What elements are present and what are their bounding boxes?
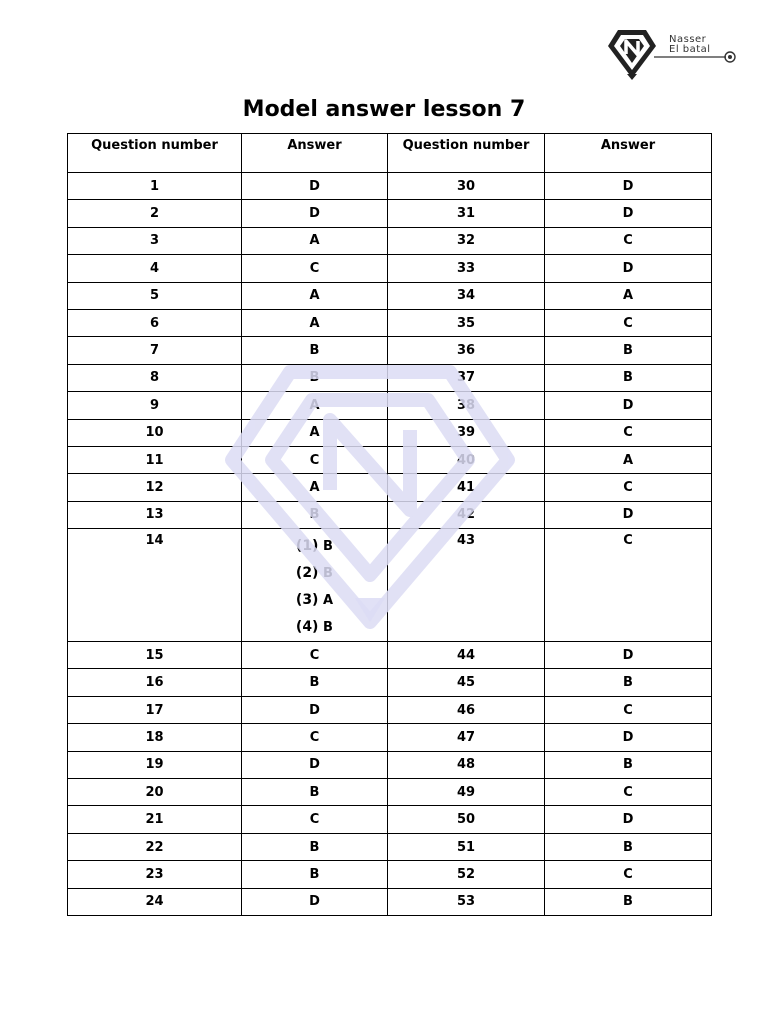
answer-cell: A <box>242 419 388 446</box>
question-number-cell: 12 <box>68 474 242 501</box>
question-number-cell: 52 <box>388 861 545 888</box>
answer-cell: B <box>545 888 712 915</box>
answer-cell: A <box>242 309 388 336</box>
question-number-cell: 44 <box>388 642 545 669</box>
answer-cell: C <box>242 724 388 751</box>
question-number-cell: 42 <box>388 501 545 528</box>
question-number-cell: 36 <box>388 337 545 364</box>
question-number-cell: 2 <box>68 200 242 227</box>
table-row <box>68 227 712 254</box>
table-row <box>68 173 712 200</box>
answer-cell: B <box>545 751 712 778</box>
answer-cell: D <box>242 751 388 778</box>
table-row <box>68 861 712 888</box>
answer-cell: C <box>545 419 712 446</box>
question-number-cell: 43 <box>388 529 545 642</box>
question-number-cell: 11 <box>68 446 242 473</box>
watermark-logo-icon <box>220 360 520 640</box>
table-row <box>68 669 712 696</box>
brand-name <box>669 35 711 55</box>
question-number-cell: 23 <box>68 861 242 888</box>
question-number-cell: 47 <box>388 724 545 751</box>
question-number-cell: 35 <box>388 309 545 336</box>
answer-cell: D <box>242 173 388 200</box>
answer-cell: C <box>242 446 388 473</box>
answer-cell: D <box>545 173 712 200</box>
table-row <box>68 806 712 833</box>
question-number-cell: 10 <box>68 419 242 446</box>
table-row <box>68 779 712 806</box>
header-question-number: Question number <box>68 134 242 173</box>
answer-cell: B <box>545 337 712 364</box>
question-number-cell: 22 <box>68 833 242 860</box>
question-number-cell: 20 <box>68 779 242 806</box>
brand-name-line2: El batal <box>669 44 711 55</box>
answer-cell: C <box>545 529 712 642</box>
question-number-cell: 14 <box>68 529 242 642</box>
answer-cell: C <box>545 227 712 254</box>
answer-cell: D <box>545 392 712 419</box>
question-number-cell: 39 <box>388 419 545 446</box>
answer-cell: D <box>545 724 712 751</box>
question-number-cell: 21 <box>68 806 242 833</box>
question-number-cell: 18 <box>68 724 242 751</box>
answer-cell: D <box>545 501 712 528</box>
answer-cell: C <box>545 696 712 723</box>
table-row <box>68 888 712 915</box>
question-number-cell: 4 <box>68 255 242 282</box>
header-answer: Answer <box>545 134 712 173</box>
answer-cell: B <box>545 669 712 696</box>
question-number-cell: 8 <box>68 364 242 391</box>
answer-cell: A <box>242 227 388 254</box>
answer-cell: D <box>545 642 712 669</box>
question-number-cell: 3 <box>68 227 242 254</box>
question-number-cell: 41 <box>388 474 545 501</box>
answer-cell: C <box>545 861 712 888</box>
answer-cell: A <box>545 446 712 473</box>
answer-cell: C <box>545 779 712 806</box>
table-row <box>68 642 712 669</box>
sub-answer-value: B <box>323 566 333 582</box>
answer-cell: A <box>242 474 388 501</box>
answer-cell: C <box>545 309 712 336</box>
question-number-cell: 9 <box>68 392 242 419</box>
table-row <box>68 751 712 778</box>
question-number-cell: 5 <box>68 282 242 309</box>
header-question-number: Question number <box>388 134 545 173</box>
question-number-cell: 38 <box>388 392 545 419</box>
answer-cell: B <box>545 364 712 391</box>
header-answer: Answer <box>242 134 388 173</box>
question-number-cell: 33 <box>388 255 545 282</box>
table-row <box>68 282 712 309</box>
answer-cell: B <box>242 337 388 364</box>
question-number-cell: 40 <box>388 446 545 473</box>
question-number-cell: 53 <box>388 888 545 915</box>
sub-answer-value: B <box>323 620 333 636</box>
question-number-cell: 17 <box>68 696 242 723</box>
sub-answer-value: A <box>323 593 334 609</box>
answer-cell: C <box>242 806 388 833</box>
answer-cell: C <box>545 474 712 501</box>
question-number-cell: 48 <box>388 751 545 778</box>
page-title: Model answer lesson 7 <box>242 97 526 122</box>
answer-cell: A <box>545 282 712 309</box>
question-number-cell: 16 <box>68 669 242 696</box>
question-number-cell: 6 <box>68 309 242 336</box>
sub-answer-value: B <box>323 539 333 555</box>
answer-cell: D <box>242 888 388 915</box>
question-number-cell: 34 <box>388 282 545 309</box>
question-number-cell: 15 <box>68 642 242 669</box>
brand-name-line1: Nasser <box>669 34 707 45</box>
answer-cell: B <box>242 861 388 888</box>
answer-cell: A <box>242 392 388 419</box>
sub-answer-number: (3) <box>295 592 319 609</box>
question-number-cell: 7 <box>68 337 242 364</box>
question-number-cell: 51 <box>388 833 545 860</box>
answer-cell: A <box>242 282 388 309</box>
sub-answer-number: (1) <box>295 538 319 555</box>
sub-answer-number: (4) <box>295 619 319 636</box>
table-row <box>68 724 712 751</box>
answer-cell: B <box>242 669 388 696</box>
answer-cell: D <box>545 255 712 282</box>
answer-cell: D <box>545 806 712 833</box>
question-number-cell: 45 <box>388 669 545 696</box>
table-row <box>68 696 712 723</box>
table-row <box>68 309 712 336</box>
question-number-cell: 31 <box>388 200 545 227</box>
answer-cell: C <box>242 255 388 282</box>
question-number-cell: 37 <box>388 364 545 391</box>
table-row <box>68 255 712 282</box>
table-row <box>68 833 712 860</box>
question-number-cell: 24 <box>68 888 242 915</box>
answer-cell: C <box>242 642 388 669</box>
answer-cell: D <box>242 200 388 227</box>
question-number-cell: 1 <box>68 173 242 200</box>
question-number-cell: 49 <box>388 779 545 806</box>
answer-cell: B <box>242 779 388 806</box>
answer-cell: D <box>545 200 712 227</box>
answer-cell: B <box>242 833 388 860</box>
answer-cell: D <box>242 696 388 723</box>
answer-cell: B <box>242 364 388 391</box>
question-number-cell: 19 <box>68 751 242 778</box>
brand-logo <box>600 24 748 84</box>
question-number-cell: 30 <box>388 173 545 200</box>
question-number-cell: 46 <box>388 696 545 723</box>
answer-cell: B <box>545 833 712 860</box>
question-number-cell: 13 <box>68 501 242 528</box>
question-number-cell: 50 <box>388 806 545 833</box>
sub-answer-number: (2) <box>295 565 319 582</box>
answer-cell: B <box>242 501 388 528</box>
table-row <box>68 200 712 227</box>
table-header-row <box>68 134 712 173</box>
question-number-cell: 32 <box>388 227 545 254</box>
